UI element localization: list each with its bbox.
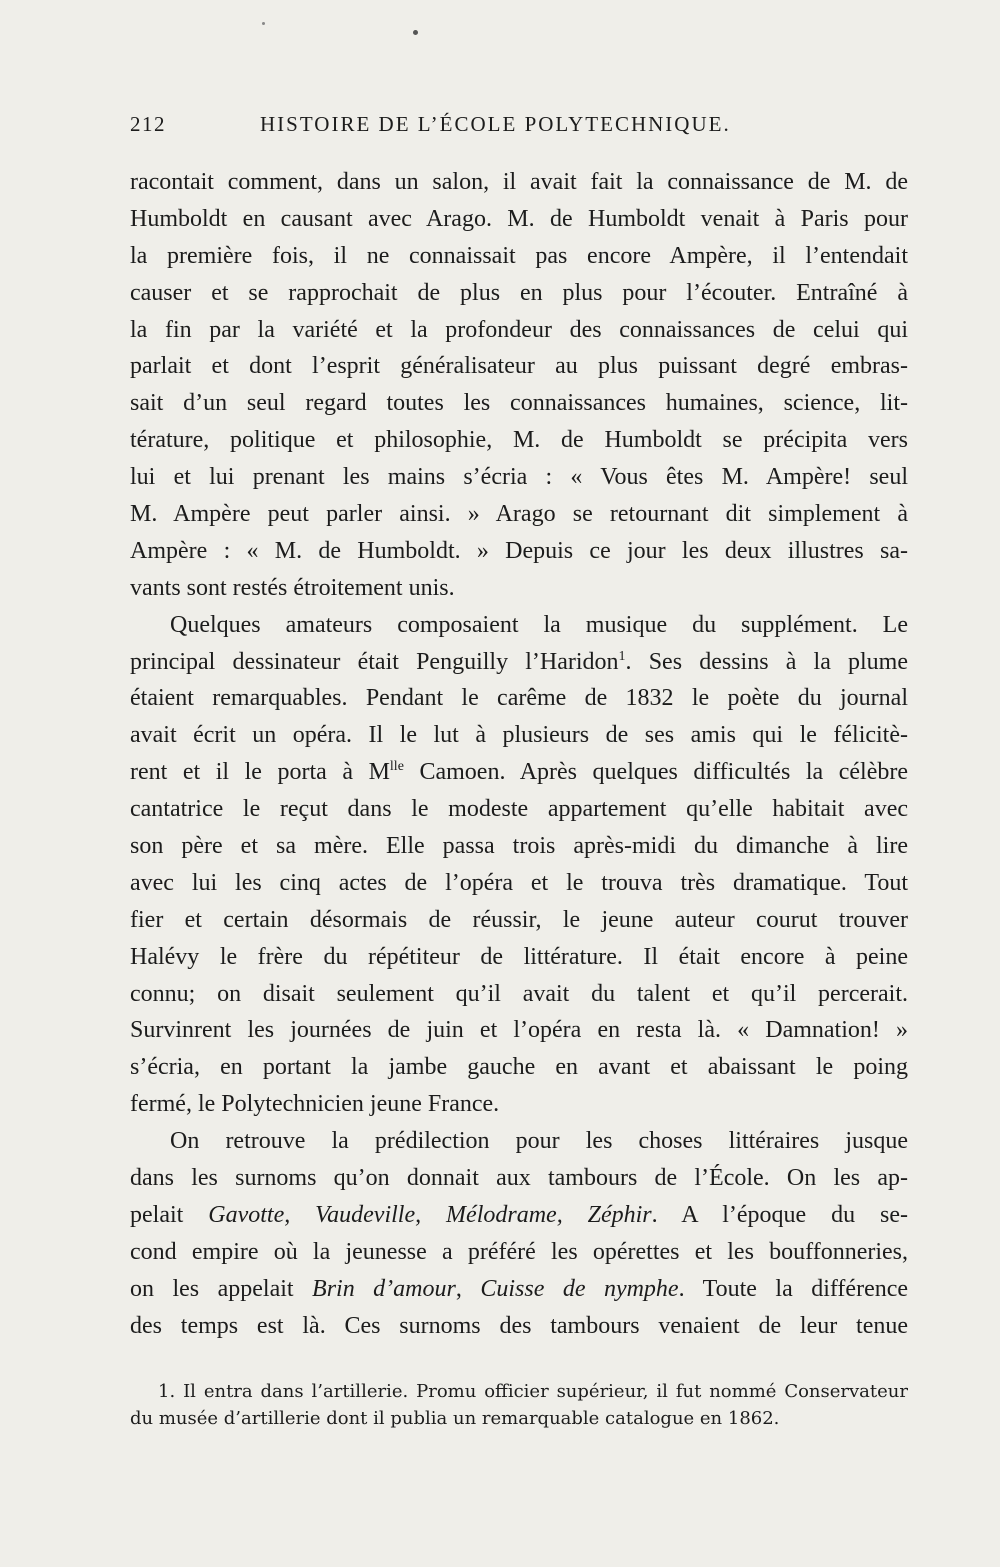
drum-nickname: Brin d’amour [312, 1275, 456, 1302]
text-line: son père et sa mère. Elle passa trois après-midi du dimanche à lire [130, 833, 908, 860]
body-text [130, 164, 908, 1345]
footnote-marker: 1 [618, 648, 626, 664]
text-line: lui et lui prenant les mains s’écria : « Vous êtes M. Ampère! seul [130, 464, 908, 491]
ink-speck [413, 30, 418, 35]
running-head [130, 112, 915, 142]
running-title: HISTOIRE DE L’ÉCOLE POLYTECHNIQUE. [260, 112, 731, 136]
text-line: la fin par la variété et la profondeur des connaissances de celui qui [130, 316, 908, 343]
text-line: fier et certain désormais de réussir, le jeune auteur courut trouver [130, 906, 908, 933]
text-line: connu; on disait seulement qu’il avait du talent et qu’il percerait. [130, 980, 908, 1007]
superscript-abbrev: lle [389, 759, 404, 775]
text-line: Quelques amateurs composaient la musique du supplément. Le [170, 611, 908, 638]
text-line: avec lui les cinq actes de l’opéra et le trouva très dramatique. Tout [130, 869, 908, 896]
ink-speck [262, 22, 265, 25]
footnote [130, 1378, 908, 1432]
text-line: vants sont restés étroitement unis. [130, 574, 455, 601]
drum-nickname: Cuisse de nymphe [480, 1275, 679, 1302]
text-line: Ampère : « M. de Humboldt. » Depuis ce jour les deux illustres sa- [130, 537, 908, 564]
text-line: étaient remarquables. Pendant le carême de 1832 le poète du journal [130, 685, 908, 712]
text-line: Survinrent les journées de juin et l’opéra en resta là. « Damnation! » [130, 1017, 908, 1044]
text-line: M. Ampère peut parler ainsi. » Arago se retournant dit simplement à [130, 501, 908, 528]
text-line: cond empire où la jeunesse a préféré les opérettes et les bouffonneries, [130, 1238, 908, 1265]
text-line: causer et se rapprochait de plus en plus pour l’écouter. Entraîné à [130, 279, 908, 306]
text-line: On retrouve la prédilection pour les choses littéraires jusque [170, 1128, 908, 1155]
text-line: rent et il le porta à $M^{lle}$ Camoen. Après quelques difficultés la célèbre [130, 759, 908, 786]
text-line: Humboldt en causant avec Arago. M. de Humboldt venait à Paris pour [130, 205, 908, 232]
text-line: la première fois, il ne connaissait pas encore Ampère, il l’entendait [130, 242, 908, 269]
text-line: des temps est là. Ces surnoms des tambours venaient de leur tenue [130, 1312, 908, 1339]
text-line: Halévy le frère du répétiteur de littérature. Il était encore à peine [130, 943, 908, 970]
text-line: pelait Gavotte, Vaudeville, Mélodrame, Zéphir. A l’époque du se- [130, 1201, 908, 1228]
text-line: s’écria, en portant la jambe gauche en avant et abaissant le poing [130, 1054, 908, 1081]
text-line: on les appelait Brin d’amour, Cuisse de nymphe. Toute la différence [130, 1275, 908, 1302]
text-line: principal dessinateur était Penguilly l’Haridon$^1$. Ses dessins à la plume [130, 648, 908, 675]
footnote-line: 1. Il entra dans l’artillerie. Promu officier supérieur, il fut nommé Conservateur [158, 1381, 908, 1402]
footnote-line: du musée d’artillerie dont il publia un remarquable catalogue en 1862. [130, 1408, 780, 1429]
text-line: térature, politique et philosophie, M. de Humboldt se précipita vers [130, 427, 908, 454]
text-line: fermé, le Polytechnicien jeune France. [130, 1091, 500, 1118]
text-line: parlait et dont l’esprit généralisateur au plus puissant degré embras- [130, 353, 908, 380]
text-line: avait écrit un opéra. Il le lut à plusieurs de ses amis qui le félicitè- [130, 722, 908, 749]
drum-nicknames: Gavotte, Vaudeville, Mélodrame, Zéphir [208, 1201, 652, 1228]
text-line: racontait comment, dans un salon, il avait fait la connaissance de M. de [130, 169, 908, 195]
text-line: cantatrice le reçut dans le modeste appartement qu’elle habitait avec [130, 796, 908, 823]
page-number: 212 [130, 112, 166, 136]
text-line: sait d’un seul regard toutes les connaissances humaines, science, lit- [130, 390, 908, 417]
text-line: dans les surnoms qu’on donnait aux tambours de l’École. On les ap- [130, 1165, 908, 1192]
